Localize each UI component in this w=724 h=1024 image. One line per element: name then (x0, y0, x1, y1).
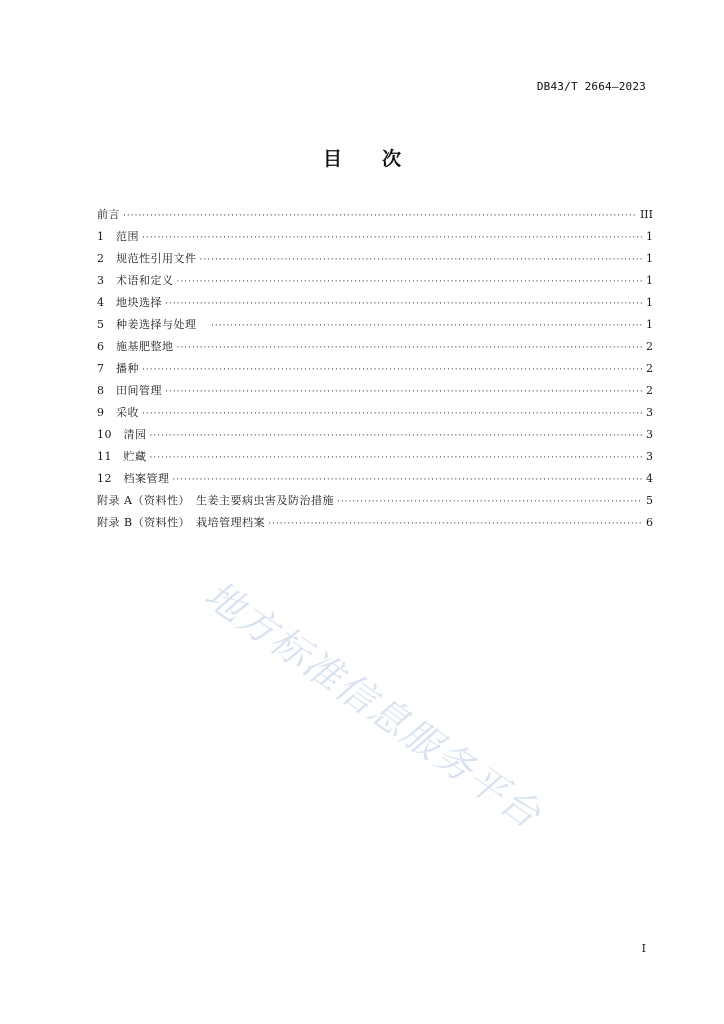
toc-leader-dots (142, 359, 642, 381)
toc-leader-dots (150, 447, 643, 469)
toc-entry-label: 10 清园 (97, 428, 147, 441)
toc-entry-page: 3 (646, 450, 653, 463)
toc-entry[interactable] (97, 292, 653, 314)
toc-leader-dots (211, 315, 642, 337)
toc-entry[interactable] (97, 424, 653, 446)
toc-entry-label: 1 范围 (97, 230, 139, 243)
toc-entry[interactable] (97, 402, 653, 424)
toc-leader-dots (337, 491, 642, 513)
toc-leader-dots (173, 469, 643, 491)
toc-entry[interactable] (97, 204, 653, 226)
toc-entry-page: 2 (646, 362, 653, 375)
toc-entry-label: 6 施基肥整地 (97, 340, 174, 353)
toc-leader-dots (142, 227, 642, 249)
toc-entry-page: 2 (646, 384, 653, 397)
toc-leader-dots (268, 513, 642, 535)
toc-entry-label: 前言 (97, 208, 120, 221)
toc-entry[interactable] (97, 512, 653, 534)
toc-entry-page: 2 (646, 340, 653, 353)
toc-entry-page: 4 (646, 472, 653, 485)
toc-entry-label: 9 采收 (97, 406, 139, 419)
toc-entry[interactable] (97, 314, 653, 336)
toc-entry[interactable] (97, 380, 653, 402)
toc-entry-page: 1 (646, 252, 653, 265)
toc-entry-label: 附录 B（资料性） 栽培管理档案 (97, 516, 266, 529)
toc-entry-page: III (639, 208, 653, 221)
toc-entry-label: 4 地块选择 (97, 296, 162, 309)
toc-entry[interactable] (97, 248, 653, 270)
toc-entry-page: 1 (646, 318, 653, 331)
toc-entry[interactable] (97, 226, 653, 248)
toc-leader-dots (123, 205, 637, 227)
toc-leader-dots (142, 403, 642, 425)
document-code: DB43/T 2664—2023 (536, 80, 646, 93)
toc-entry[interactable] (97, 336, 653, 358)
table-of-contents (97, 204, 653, 534)
toc-entry-label: 11 贮藏 (97, 450, 147, 463)
toc-entry-page: 5 (646, 494, 653, 507)
toc-leader-dots (177, 337, 643, 359)
toc-leader-dots (200, 249, 643, 271)
toc-entry-page: 1 (646, 274, 653, 287)
toc-entry-page: 3 (646, 428, 653, 441)
toc-leader-dots (165, 293, 642, 315)
toc-entry-label: 3 术语和定义 (97, 274, 174, 287)
toc-entry-label: 附录 A（资料性） 生姜主要病虫害及防治措施 (97, 494, 334, 507)
toc-entry-page: 1 (646, 296, 653, 309)
toc-entry-label: 2 规范性引用文件 (97, 252, 197, 265)
toc-entry-label: 5 种姜选择与处理 (97, 318, 208, 331)
toc-leader-dots (177, 271, 643, 293)
toc-entry-label: 7 播种 (97, 362, 139, 375)
toc-entry[interactable] (97, 446, 653, 468)
toc-entry-page: 6 (646, 516, 653, 529)
toc-entry-page: 3 (646, 406, 653, 419)
toc-leader-dots (150, 425, 643, 447)
toc-entry[interactable] (97, 270, 653, 292)
toc-entry[interactable] (97, 490, 653, 512)
watermark: 地方标准信息服务平台 (196, 572, 550, 838)
page-number: I (641, 942, 646, 955)
page-title: 目次 (322, 148, 441, 170)
toc-entry-label: 12 档案管理 (97, 472, 170, 485)
toc-entry[interactable] (97, 468, 653, 490)
toc-leader-dots (165, 381, 642, 403)
toc-entry-page: 1 (646, 230, 653, 243)
toc-entry[interactable] (97, 358, 653, 380)
toc-entry-label: 8 田间管理 (97, 384, 162, 397)
